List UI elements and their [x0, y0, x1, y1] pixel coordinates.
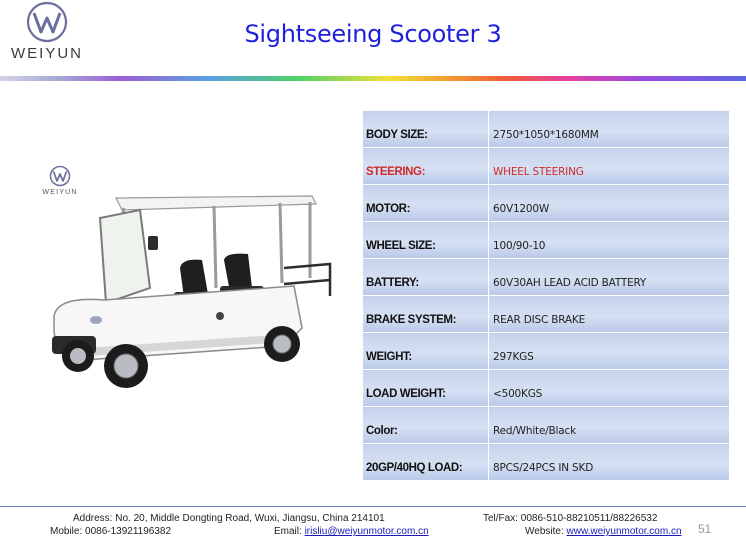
spec-value: WHEEL STEERING — [489, 148, 730, 185]
spec-value: <500KGS — [489, 370, 730, 407]
spec-value: REAR DISC BRAKE — [489, 296, 730, 333]
spec-row — [363, 185, 730, 222]
spec-label: STEERING: — [363, 148, 489, 185]
email-link[interactable]: irisliu@weiyunmotor.com.cn — [304, 526, 429, 537]
spec-label: BATTERY: — [363, 259, 489, 296]
footer-telfax: Tel/Fax: 0086-510-88210511/88226532 — [483, 513, 658, 524]
header-divider — [0, 76, 746, 81]
spec-row — [363, 148, 730, 185]
footer-address: Address: No. 20, Middle Dongting Road, Wuxi, Jiangsu, China 214101 — [73, 513, 385, 524]
footer-email — [274, 526, 429, 537]
spec-value: 297KGS — [489, 333, 730, 370]
footer-website — [525, 526, 682, 537]
page-number: 51 — [698, 522, 712, 536]
brand-name: WEIYUN — [11, 45, 83, 62]
spec-table — [362, 110, 730, 481]
spec-value: 60V1200W — [489, 185, 730, 222]
spec-value: 100/90-10 — [489, 222, 730, 259]
spec-label: 20GP/40HQ LOAD: — [363, 444, 489, 481]
spec-value: 2750*1050*1680MM — [489, 111, 730, 148]
footer-divider — [0, 506, 746, 507]
spec-row — [363, 111, 730, 148]
spec-label: MOTOR: — [363, 185, 489, 222]
product-logo-name: WEIYUN — [42, 189, 78, 196]
website-link[interactable]: www.weiyunmotor.com.cn — [566, 526, 682, 537]
spec-value: 8PCS/24PCS IN SKD — [489, 444, 730, 481]
vehicle-image — [44, 188, 344, 418]
weiyun-logo-icon — [49, 165, 71, 187]
spec-row — [363, 370, 730, 407]
footer-mobile: Mobile: 0086-13921196382 — [50, 526, 172, 537]
spec-row — [363, 333, 730, 370]
spec-row — [363, 222, 730, 259]
spec-row — [363, 444, 730, 481]
spec-label: LOAD WEIGHT: — [363, 370, 489, 407]
spec-row — [363, 407, 730, 444]
spec-label: WHEEL SIZE: — [363, 222, 489, 259]
spec-value: Red/White/Black — [489, 407, 730, 444]
spec-label: Color: — [363, 407, 489, 444]
spec-row — [363, 259, 730, 296]
spec-label: BRAKE SYSTEM: — [363, 296, 489, 333]
page-title: Sightseeing Scooter 3 — [244, 20, 502, 48]
spec-label: WEIGHT: — [363, 333, 489, 370]
spec-label: BODY SIZE: — [363, 111, 489, 148]
footer-website-label: Website: — [525, 526, 567, 537]
spec-value: 60V30AH LEAD ACID BATTERY — [489, 259, 730, 296]
footer-email-label: Email: — [274, 526, 305, 537]
spec-row — [363, 296, 730, 333]
